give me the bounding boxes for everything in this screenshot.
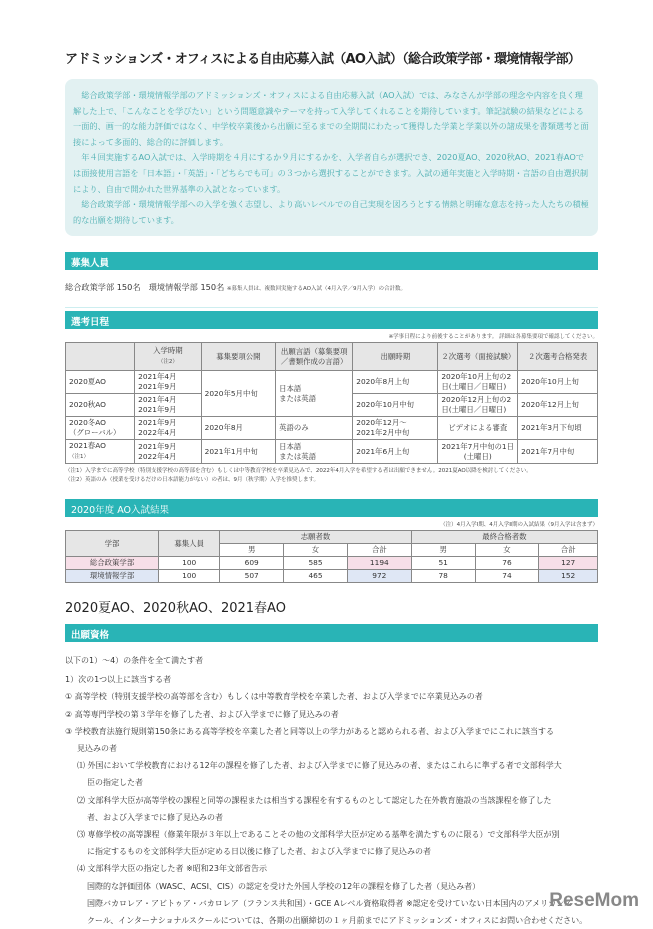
eligibility-section xyxy=(65,624,598,642)
resemom-logo: ReseMom xyxy=(549,890,639,911)
eligibility-line: ③ 学校教育法施行規則第150条にある高等学校を卒業した者と同等以上の学力があると認められる者、および入学までにこれに該当する xyxy=(65,726,554,736)
recruit-section xyxy=(65,252,598,308)
eligibility-line: 見込みの者 xyxy=(77,744,117,754)
schedule-table xyxy=(65,342,598,464)
eligibility-line: 臣の指定した者 xyxy=(87,778,143,788)
eligibility-line: 1）次の1つ以上に該当する者 xyxy=(65,675,172,685)
col-header: 入学時期 （注2） xyxy=(135,343,202,371)
eligibility-line: クール、インターナショナルスクールについては、各期の出願締切の１ヶ月前までにアドミッションズ・オフィスにお問い合わせください。 xyxy=(87,916,588,926)
schedule-note: ※学事日程により前後することがあります。 詳細は各募集要項で確認してください。 xyxy=(388,334,598,340)
table-row: 2020秋AO 2021年4月 2021年9月 2020年10月中旬 2020年12月上旬の2日(土曜日／日曜日) 2020年12月上旬 xyxy=(66,394,598,417)
section-heading: 出願資格 xyxy=(65,624,598,642)
table-row: 2021春AO （注1） 2021年9月 2022年4月 2021年1月中旬 日本語 または英語 2021年6月上旬 2021年7月中旬の1日(土曜日) 2021年7月中旬 xyxy=(66,440,598,464)
section-heading: 2020年度 AO入試結果 xyxy=(65,499,598,517)
eligibility-line: ⑴ 外国において学校教育における12年の課程を修了した者、および入学までに修了見込みの者、またはこれらに準ずる者で文部科学大 xyxy=(77,761,562,771)
recruit-text: 総合政策学部 150名 環境情報学部 150名 xyxy=(65,282,225,292)
results-note: （注）4月入学Ⅰ期、4月入学Ⅱ期の入試結果（9月入学は含まず） xyxy=(440,522,598,528)
eligibility-line: 者、および入学までに修了見込みの者 xyxy=(87,812,223,822)
page-title: アドミッションズ・オフィスによる自由応募入試（AO入試）（総合政策学部・環境情報学部） xyxy=(65,52,581,67)
section-title: 2020夏AO、2020秋AO、2021春AO xyxy=(65,601,286,616)
eligibility-line: に指定するものを文部科学大臣が定める日以後に修了した者、および入学までに修了見込みの者 xyxy=(87,847,431,857)
results-table: 学部 募集人員 志願者数 最終合格者数 男 女 合計 男 女 合計 総合政策学部 100 609 585 1194 51 76 127 環境情報学部 100 507 465 972 78 74 152 xyxy=(65,530,598,583)
eligibility-line: ① 高等学校（特別支援学校の高等部を含む）もしくは中等教育学校を卒業した者、および入学までに卒業見込みの者 xyxy=(65,692,483,702)
eligibility-line: 以下の1）～4）の条件を全て満たす者 xyxy=(65,656,204,665)
eligibility-line: 国際的な評価団体（WASC、ACSI、CIS）の認定を受けた外国人学校の12年の課程を修了した者（見込み者） xyxy=(87,881,481,891)
schedule-section xyxy=(65,311,598,485)
table-row: 2020夏AO 2021年4月 2021年9月 2020年5月中旬 日本語 または英語 2020年8月上旬 2020年10月上旬の2日(土曜日／日曜日) 2020年10月上旬 xyxy=(66,371,598,394)
eligibility-line: 国際バカロレア・アビトゥア・バカロレア（フランス共和国）・GCE Aレベル資格取得者 ※認定を受けていない日本国内のアメリカンス xyxy=(87,898,572,908)
intro-box xyxy=(65,79,598,236)
footnote: （注2）英語のみ（授業を受けるだけの日本語能力がない）の者は、9月（秋学期）入学を推奨します。 xyxy=(65,477,320,483)
intro-paragraph: 年４回実施するAO入試では、入学時期を４月にするか９月にするかを、入学者自らが選択でき、2020夏AO、2020秋AO、2021春AOでは面接使用言語を「日本語」・「英語」・「どちらでも可」の３つから選択することができます。入試の通年実施と入学時期・言語の自由選択制により、自由で開かれた世界基準の入試となっています。 xyxy=(73,152,589,194)
intro-paragraph: 総合政策学部・環境情報学部への入学を強く志望し、より高いレベルでの自己実現を図ろうとする情熱と明確な意志を持った人たちの積極的な出願を期待しています。 xyxy=(73,199,589,225)
eligibility-line: ⑵ 文部科学大臣が高等学校の課程と同等の課程または相当する課程を有するものとして認定した在外教育施設の当該課程を修了した xyxy=(77,795,552,805)
table-row: 2020冬AO （グローバル） 2021年9月 2022年4月 2020年8月 英語のみ 2020年12月～ 2021年2月中旬 ビデオによる審査 2021年3月下旬頃 xyxy=(66,417,598,440)
recruit-note: ※募集人員は、複数回実施するAO入試（4月入学／9月入学）の合計数。 xyxy=(226,286,406,292)
eligibility-line: ⑷ 文部科学大臣の指定した者 ※昭和23年文部省告示 xyxy=(77,864,267,874)
section-heading: 選考日程 xyxy=(65,311,598,329)
eligibility-line: ② 高等専門学校の第３学年を修了した者、および入学までに修了見込みの者 xyxy=(65,709,339,719)
col-header: 募集要項公開 xyxy=(201,343,275,371)
table-row: 総合政策学部 100 609 585 1194 51 76 127 xyxy=(66,557,598,570)
footnote: （注1）入学までに高等学校（特別支援学校の高等部を含む）もしくは中等教育学校を卒業見込みで、2022年4月入学を希望する者は出願できません。2021夏AO以降を検討してください。 xyxy=(65,468,532,474)
col-header: 出願時期 xyxy=(353,343,438,371)
eligibility-list xyxy=(65,652,598,929)
col-header: ２次選考合格発表 xyxy=(518,343,598,371)
col-header: 出願言語（募集要項／書類作成の言語） xyxy=(276,343,353,371)
table-row: 環境情報学部 100 507 465 972 78 74 152 xyxy=(66,570,598,583)
col-header: ２次選考（面接試験） xyxy=(438,343,518,371)
eligibility-line: ⑶ 専修学校の高等課程（修業年限が３年以上であることその他の文部科学大臣が定める基準を満たすものに限る）で文部科学大臣が別 xyxy=(77,830,560,840)
results-section xyxy=(65,499,598,583)
section-heading: 募集人員 xyxy=(65,252,598,270)
intro-paragraph: 総合政策学部・環境情報学部のアドミッションズ・オフィスによる自由応募入試（AO入試）では、みなさんが学部の理念や内容を良く理解した上で、「こんなことを学びたい」という問題意識やテーマを持って入学してくれることを期待しています。筆記試験の結果などによる一面的、画一的な能力評価ではなく、中学校卒業後から出願に至るまでの全期間にわたって獲得した学業と学業以外の諸成果を書類選考と面接によって多面的、総合的に評価します。 xyxy=(73,90,589,147)
col-header xyxy=(66,343,135,371)
